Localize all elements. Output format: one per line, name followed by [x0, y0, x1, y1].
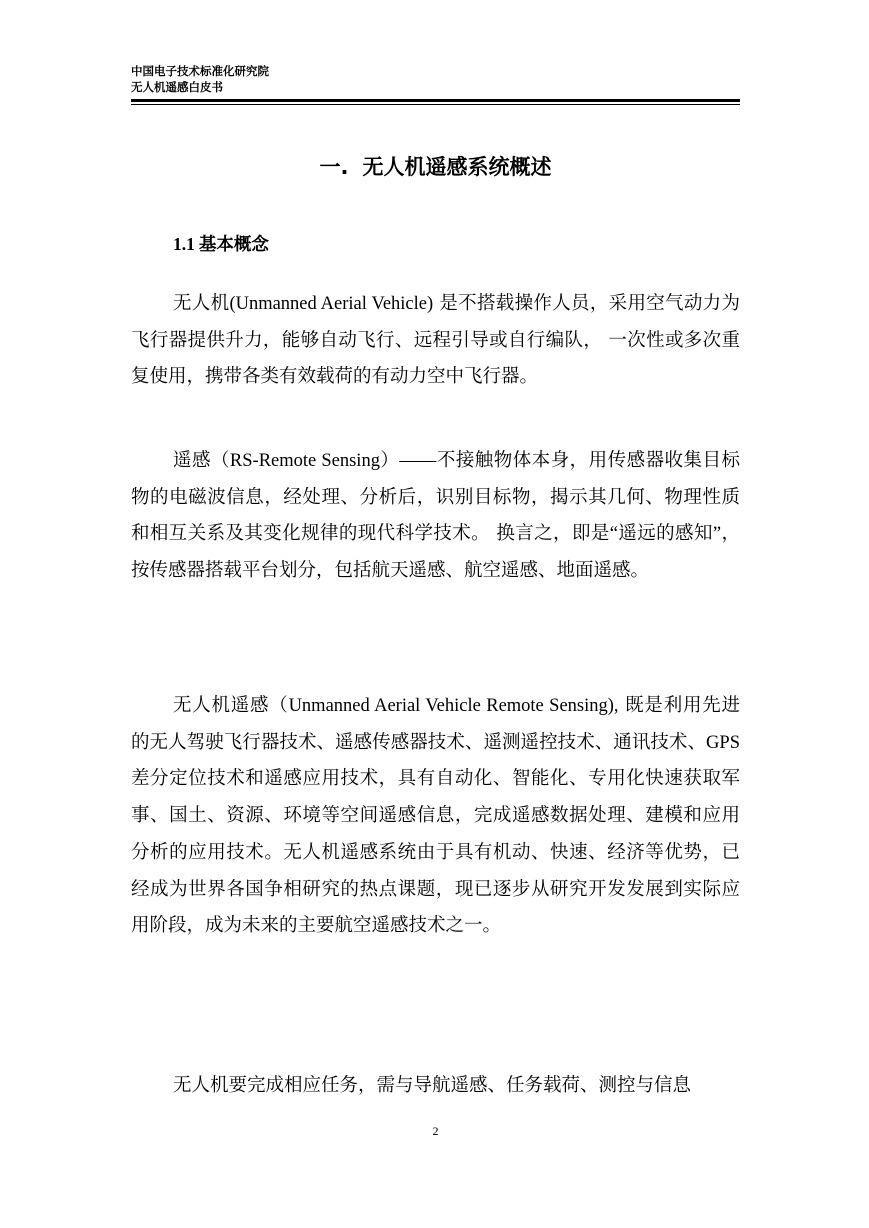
running-header — [131, 63, 740, 95]
p1-text-c: 是不搭载操作人员，采用空气动力为飞行器提供升力，能够自动飞行、远程引导或自行编队， 一次性或多次重复使用，携带各类有效载荷的有动力空中飞行器。 — [131, 293, 740, 388]
paragraph-uav-remote-sensing — [131, 688, 740, 945]
p3-text-e: 差分定位技术和遥感应用技术，具有自动化、智能化、专用化快速获取军事、国土、资源、环境等空间遥感信息，完成遥感数据处理、建模和应用分析的应用技术。无人机遥感系统由于具有机动、快速、经济等优势，已经成为世界各国争相研究的热点课题，现已逐步从研究开发发展到实际应用阶段，成为未来的主要航空遥感技术之一。 — [131, 768, 740, 937]
p1-text-b: (Unmanned Aerial Vehicle) — [229, 294, 434, 314]
p2-text-g: ，按传感器搭载平台划分，包括航天遥感、航空遥感、地面遥感。 — [131, 523, 740, 582]
p4-text-a: 无人机要完成相应任务，需与导航遥感、任务载荷、测控与信息 — [173, 1075, 692, 1096]
p2-text-b: RS-Remote Sensing）—— — [229, 451, 437, 471]
paragraph-uav-definition — [131, 286, 740, 396]
section-number: 1.1 — [173, 234, 195, 254]
p1-text-a: 无人机 — [173, 293, 230, 314]
p3-text-a: 无人机遥感（ — [173, 695, 289, 716]
header-rule-thin — [131, 104, 740, 105]
p2-text-d: “ — [609, 524, 618, 545]
paragraph-remote-sensing-definition — [131, 443, 740, 590]
p2-text-e: 遥远的感知 — [617, 523, 713, 545]
p3-text-b: Unmanned Aerial Vehicle Remote Sensing), — [288, 696, 619, 716]
chapter-number: 一. — [319, 155, 349, 179]
chapter-heading — [131, 150, 740, 184]
section-heading — [173, 230, 269, 259]
chapter-title: 无人机遥感系统概述 — [362, 155, 552, 179]
header-doc-title: 无人机遥感白皮书 — [131, 80, 223, 94]
p3-text-d: GPS — [706, 732, 740, 753]
p2-text-c: 不接触物体本身，用传感器收集目标物的电磁波信息，经处理、分析后，识别目标物，揭示其几何、物理性质和相互关系及其变化规律的现代科学技术。 换言之，即是 — [131, 450, 740, 545]
paragraph-uav-tasks — [131, 1068, 740, 1105]
header-rule-thick — [131, 99, 740, 102]
p2-text-f: ” — [712, 524, 722, 545]
p3-text-c: 既是利用先进的无人驾驶飞行器技术、遥感传感器技术、遥测遥控技术、通讯技术、 — [131, 695, 740, 753]
page-number: 2 — [432, 1124, 439, 1138]
header-org: 中国电子技术标准化研究院 — [131, 64, 269, 78]
p2-text-a: 遥感（ — [173, 450, 230, 471]
section-title: 基本概念 — [198, 235, 269, 255]
